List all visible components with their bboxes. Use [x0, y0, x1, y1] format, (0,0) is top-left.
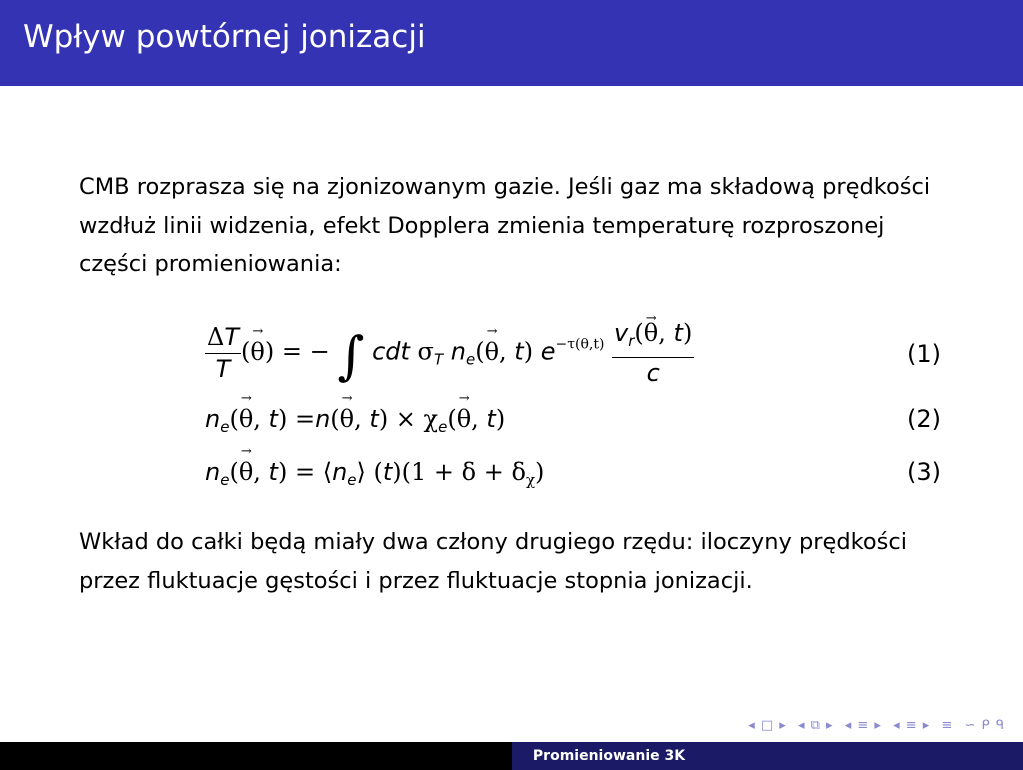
- delta-t-fraction: $\frac{\Delta T}{T}$: [207, 323, 240, 383]
- slide-header: [0, 0, 1023, 86]
- section-prev-nav-icon[interactable]: ◂ ≡ ▸: [844, 718, 882, 733]
- conclusion-paragraph: Wkład do całki będą miały dwa człony drugiego rzędu: iloczyny prędkości przez fluktuacje gęstości i przez fluktuacje stopnia jonizacji.: [79, 529, 907, 594]
- footer-title: Promieniowanie 3K: [532, 748, 686, 764]
- align-icon[interactable]: ≡: [941, 718, 954, 733]
- velocity-fraction: $\frac{v_r(\to \theta, t)}{c}$: [612, 318, 694, 388]
- slide-title: Wpływ powtórnej jonizacji: [23, 19, 426, 55]
- equation-1: $\frac{\Delta T}{T}$ (→ θ) = − ∫ cdt $\sigma_T$ $n_e(\to \theta$, t) $e^{-\tau(\theta,t)}$ $\frac{v_r(\to \theta, t)}{c}$ (1): [205, 318, 945, 394]
- search-nav-icon[interactable]: ∽ ᑭ ᑫ: [964, 718, 1005, 733]
- equation-number: (3): [907, 458, 941, 486]
- equation-3: $n_e(\to \theta$, $t) = ⟨n_e⟩$ $(t)(1 + \delta + \delta_\chi)$ (3): [205, 458, 945, 490]
- footer-left-bar: [0, 742, 512, 770]
- beamer-navigation: [742, 718, 1005, 733]
- equation-2: $n_e(\to \theta$, t) =n(→ θ, $t) \times \chi_e(\to \theta$, t) (2): [205, 405, 945, 437]
- section-next-nav-icon[interactable]: ◂ ≡ ▸: [893, 718, 931, 733]
- intro-paragraph: CMB rozprasza się na zjonizowanym gazie. Jeśli gaz ma składową prędkości wzdłuż linii widzenia, efekt Dopplera zmienia temperaturę rozproszonej części promieniowania:: [79, 174, 931, 277]
- integral-sign: ∫: [337, 326, 365, 387]
- equation-number: (2): [907, 405, 941, 433]
- equation-number: (1): [907, 340, 941, 368]
- subsection-nav-icon[interactable]: ◂ ⧉ ▸: [797, 718, 834, 733]
- footer-right-bar: [512, 742, 1023, 770]
- frame-nav-icon[interactable]: ◂ □ ▸: [748, 718, 787, 733]
